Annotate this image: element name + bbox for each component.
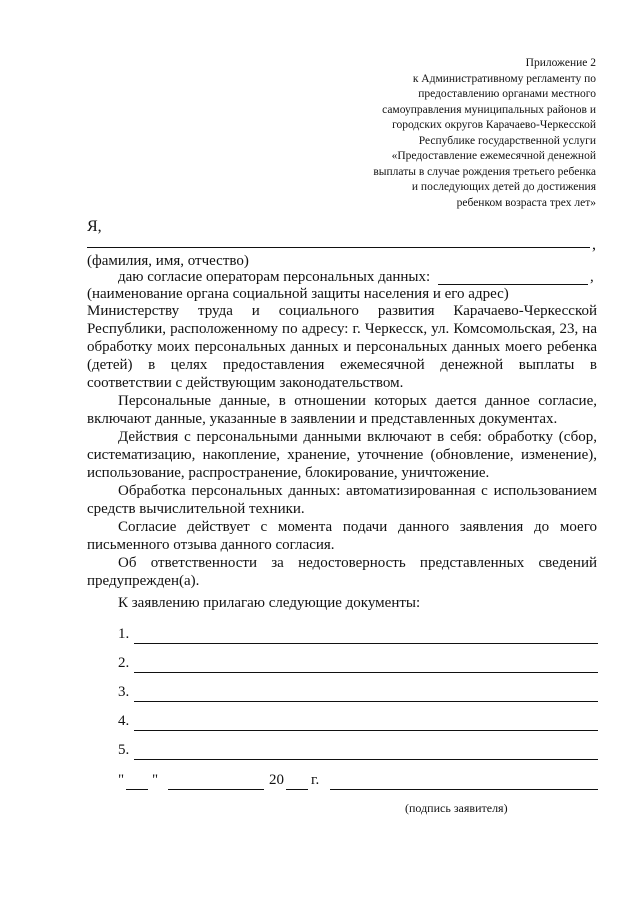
appendix-header bbox=[300, 56, 596, 211]
document-number: 3. bbox=[118, 684, 130, 700]
document-row bbox=[118, 655, 598, 675]
signature-field[interactable] bbox=[330, 789, 598, 790]
document-row bbox=[118, 713, 598, 733]
document-number: 2. bbox=[118, 655, 130, 671]
document-field[interactable] bbox=[134, 759, 598, 760]
full-name-caption: (фамилия, имя, отчество) bbox=[87, 253, 249, 269]
document-field[interactable] bbox=[134, 672, 598, 673]
ya-label: Я, bbox=[87, 218, 102, 235]
document-field[interactable] bbox=[134, 701, 598, 702]
body-paragraph: Персональные данные, в отношении которых дается данное согласие, включают данные, указанные в заявлении и представленных документах. bbox=[87, 393, 597, 427]
appendix-line: к Административному регламенту по bbox=[412, 72, 596, 85]
body-paragraph: Обработка персональных данных: автоматизированная с использованием средств вычислительной техники. bbox=[87, 483, 597, 517]
appendix-line: «Предоставление ежемесячной денежной bbox=[391, 150, 596, 162]
document-number: 1. bbox=[118, 626, 130, 642]
body-paragraph: Министерству труда и социального развития Карачаево-Черкесской Республики, расположенному по адресу: г. Черкесск, ул. Комсомольская, 23, на обработку моих персональных данных и персональных данных моего ребенка (детей) в целях предоставления ежемесячной денежной выплаты в соответствии с действующим законодательством. bbox=[87, 303, 597, 391]
document-field[interactable] bbox=[134, 643, 598, 644]
document-number: 4. bbox=[118, 713, 130, 729]
appendix-line: ребенком возраста трех лет» bbox=[456, 196, 596, 209]
year-prefix: 20 bbox=[269, 772, 284, 788]
document-field[interactable] bbox=[134, 730, 598, 731]
appendix-line: самоуправления муниципальных районов и bbox=[382, 103, 596, 116]
appendix-line: городских округов Карачаево-Черкесской bbox=[392, 119, 596, 131]
document-row bbox=[118, 742, 598, 762]
document-row bbox=[118, 626, 598, 646]
name-comma: , bbox=[592, 236, 596, 253]
quote-open: " bbox=[118, 772, 125, 788]
signature-caption: (подпись заявителя) bbox=[405, 801, 508, 815]
operator-field[interactable] bbox=[438, 284, 588, 285]
consent-body bbox=[87, 302, 597, 590]
appendix-line: и последующих детей до достижения bbox=[411, 181, 596, 193]
day-field[interactable] bbox=[126, 789, 148, 790]
operator-comma: , bbox=[590, 269, 594, 285]
quote-close: " bbox=[152, 772, 159, 788]
year-suffix: г. bbox=[311, 772, 320, 788]
documents-title: К заявлению прилагаю следующие документы: bbox=[118, 595, 421, 611]
appendix-line: предоставлению органами местного bbox=[418, 88, 596, 100]
appendix-line: выплаты в случае рождения третьего ребенка bbox=[373, 165, 596, 178]
year-field[interactable] bbox=[286, 789, 308, 790]
body-paragraph: Действия с персональными данными включают в себя: обработку (сбор, систематизацию, накопление, хранение, уточнение (обновление, изменение), использование, распространение, блокирование, уничтожение. bbox=[87, 429, 597, 481]
date-row bbox=[118, 772, 598, 792]
document-number: 5. bbox=[118, 742, 130, 758]
operator-caption: (наименование органа социальной защиты населения и его адрес) bbox=[87, 286, 509, 302]
body-paragraph: Согласие действует с момента подачи данного заявления до моего письменного отзыва данного согласия. bbox=[87, 519, 597, 553]
document-row bbox=[118, 684, 598, 704]
body-paragraph: Об ответственности за недостоверность представленных сведений предупрежден(а). bbox=[87, 555, 597, 589]
appendix-line: Приложение 2 bbox=[525, 57, 596, 69]
consent-text: даю согласие операторам персональных данных: bbox=[118, 269, 431, 285]
month-field[interactable] bbox=[168, 789, 264, 790]
full-name-field[interactable] bbox=[87, 247, 590, 248]
appendix-line: Республике государственной услуги bbox=[418, 134, 596, 147]
